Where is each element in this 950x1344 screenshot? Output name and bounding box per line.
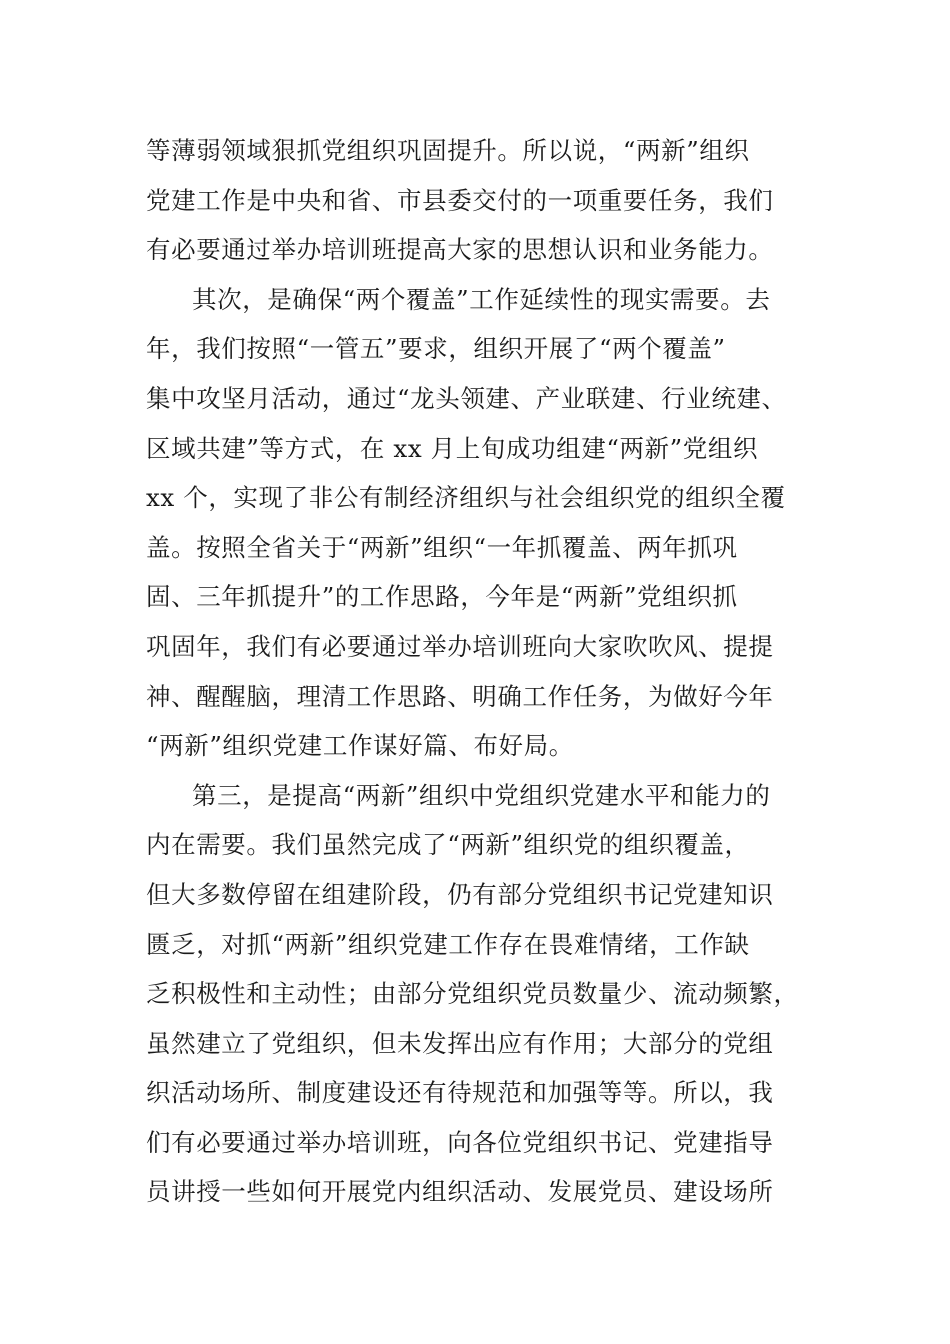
- text-line: 集中攻坚月活动，通过“龙头领建、产业联建、行业统建、: [146, 383, 787, 413]
- text-line: 固、三年抓提升”的工作思路，今年是“两新”党组织抓: [146, 582, 738, 612]
- text-line: 匮乏，对抓“两新”组织党建工作存在畏难情绪，工作缺: [146, 929, 750, 959]
- text-line: 等薄弱领域狠抓党组织巩固提升。所以说，“两新”组织: [146, 136, 750, 165]
- text-line: 内在需要。我们虽然完成了“两新”组织党的组织覆盖，: [146, 830, 750, 860]
- paragraph-start-line: 第三，是提高“两新”组织中党组织党建水平和能力的: [192, 780, 771, 810]
- text-line: 虽然建立了党组织，但未发挥出应有作用；大部分的党组: [146, 1028, 774, 1058]
- paragraph-start-line: 其次，是确保“两个覆盖”工作延续性的现实需要。去: [192, 284, 771, 314]
- text-line: 有必要通过举办培训班提高大家的思想认识和业务能力。: [146, 235, 774, 265]
- text-line: 乏积极性和主动性；由部分党组织党员数量少、流动频繁，: [146, 979, 799, 1009]
- text-line: 党建工作是中央和省、市县委交付的一项重要任务，我们: [146, 185, 774, 215]
- text-line: 巩固年，我们有必要通过举办培训班向大家吹吹风、提提: [146, 631, 774, 661]
- body-text: [146, 126, 826, 1217]
- text-line: 们有必要通过举办培训班，向各位党组织书记、党建指导: [146, 1127, 774, 1157]
- text-line: 盖。按照全省关于“两新”组织“一年抓覆盖、两年抓巩: [146, 532, 738, 562]
- text-line: 但大多数停留在组建阶段，仍有部分党组织书记党建知识: [146, 879, 774, 909]
- text-line: xx 个，实现了非公有制经济组织与社会组织党的组织全覆: [146, 483, 786, 513]
- text-line: 年，我们按照“一管五”要求，组织开展了“两个覆盖”: [146, 334, 726, 364]
- text-line: “两新”组织党建工作谋好篇、布好局。: [146, 731, 574, 761]
- text-line: 神、醒醒脑，理清工作思路、明确工作任务，为做好今年: [146, 681, 774, 711]
- text-line: 区域共建”等方式，在 xx 月上旬成功组建“两新”党组织: [146, 433, 759, 463]
- text-line: 织活动场所、制度建设还有待规范和加强等等。所以，我: [146, 1078, 774, 1108]
- text-line: 员讲授一些如何开展党内组织活动、发展党员、建设场所: [146, 1177, 774, 1207]
